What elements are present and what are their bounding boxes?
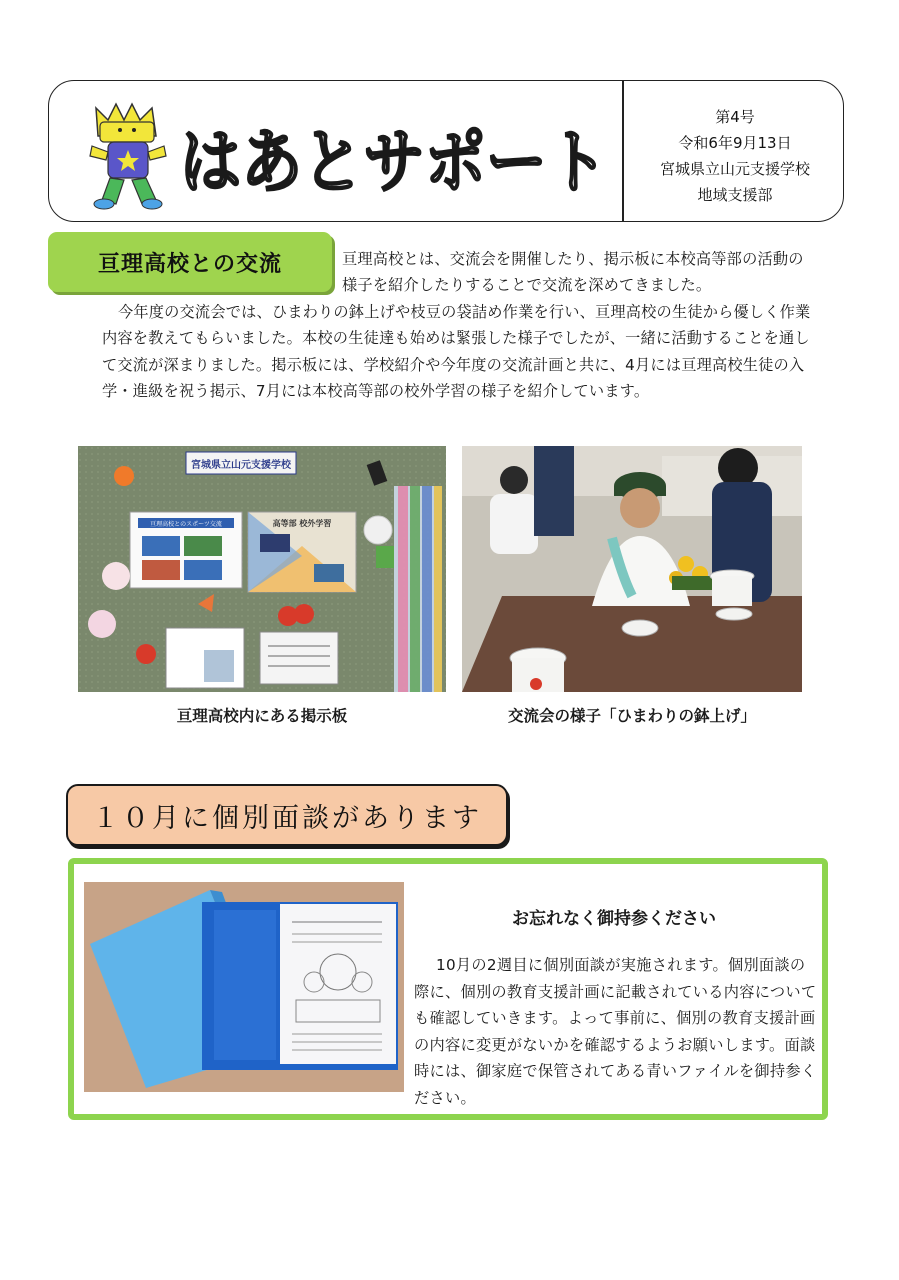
board-poster-small-text: 亘理高校とのスポーツ交流 (150, 521, 222, 528)
page-title-text: はあとサポート (180, 121, 608, 203)
page-title (180, 112, 610, 202)
issue-info (630, 104, 840, 208)
header-divider (622, 80, 624, 222)
blue-file-photo (84, 882, 404, 1092)
mascot-icon (86, 100, 170, 212)
section-heading-watari-exchange: 亘理高校との交流 (48, 232, 332, 292)
board-sign-text: 宮城県立山元支援学校 (191, 460, 291, 471)
section2-body-text: 10月の2週目に個別面談が実施されます。個別面談の際に、個別の教育支援計画に記載されている内容についても確認していきます。よって事前に、個別の教育支援計画の内容に変更がないかを確認するようお願いします。面談時には、御家庭で保管されてある青いファイルを御持参ください。 (414, 956, 817, 1107)
section1-intro-text: 亘理高校とは、交流会を開催したり、掲示板に本校高等部の活動の様子を紹介したりすることで交流を深めてきました。 (342, 250, 804, 294)
section-heading-interview: １０月に個別面談があります (66, 784, 508, 846)
caption-bulletin-board: 亘理高校内にある掲示板 (176, 707, 348, 725)
department-name: 地域支援部 (697, 186, 773, 204)
bulletin-board-image (78, 446, 446, 692)
school-name: 宮城県立山元支援学校 (659, 160, 810, 178)
section1-body (102, 299, 814, 405)
issue-date: 令和6年9月13日 (678, 134, 792, 152)
blue-file-image (84, 882, 404, 1092)
caption-exchange: 交流会の様子「ひまわりの鉢上げ」 (507, 707, 756, 725)
board-poster-text: 高等部 校外学習 (272, 519, 332, 528)
bulletin-board-photo (78, 446, 446, 692)
sunflower-potting-image (462, 446, 802, 692)
issue-number: 第4号 (715, 108, 755, 126)
section2-body (414, 952, 818, 1112)
exchange-photo (462, 446, 802, 692)
section1-body-text: 今年度の交流会では、ひまわりの鉢上げや枝豆の袋詰め作業を行い、亘理高校の生徒から優しく作業内容を教えてもらいました。本校の生徒達も始めは緊張した様子でしたが、一緒に活動することを通して交流が深まりました。掲示板には、学校紹介や今年度の交流計画と共に、4月には亘理高校生徒の入学・進級を祝う掲示、7月には本校高等部の校外学習の様子を紹介しています。 (102, 303, 811, 401)
section2-subtitle: お忘れなく御持参ください (512, 909, 716, 929)
